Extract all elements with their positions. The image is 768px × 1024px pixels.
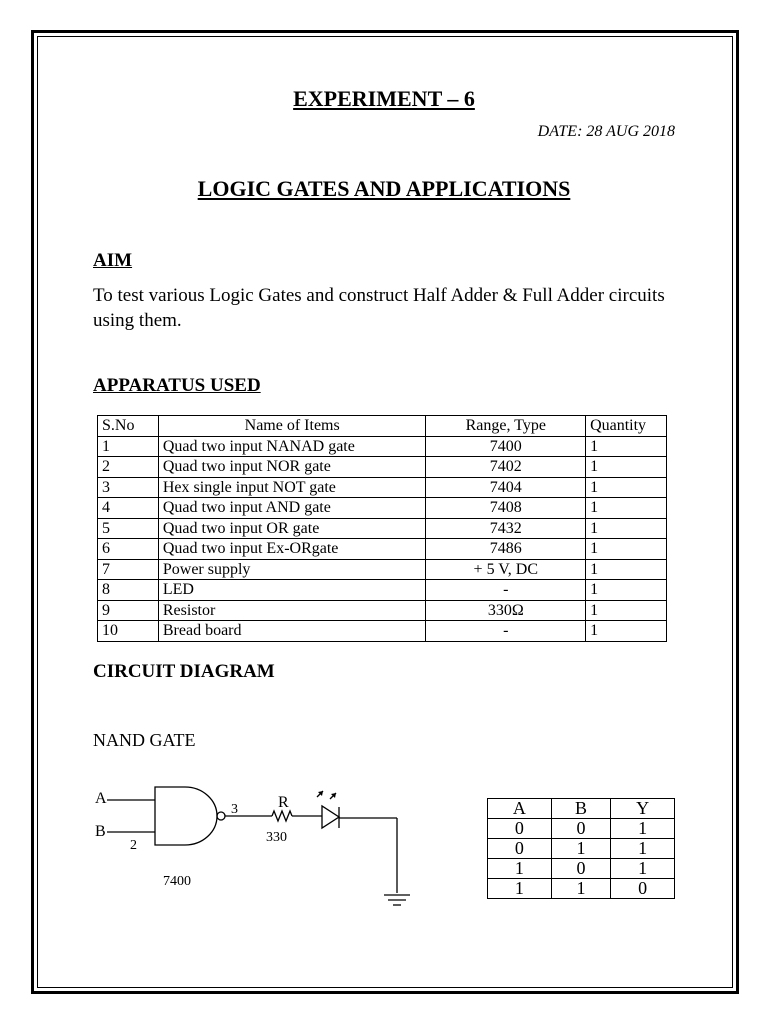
resistor-symbol <box>272 811 292 821</box>
table-cell: Power supply <box>158 559 426 580</box>
table-cell: 1 <box>586 498 667 519</box>
table-cell: 2 <box>98 457 159 478</box>
input-b-label: B <box>95 823 106 840</box>
column-header: A <box>488 799 552 819</box>
table-cell: 0 <box>611 879 675 899</box>
table-cell: 0 <box>551 859 610 879</box>
table-cell: 0 <box>488 839 552 859</box>
table-cell: 7402 <box>426 457 586 478</box>
column-header: S.No <box>98 416 159 437</box>
table-row <box>98 477 667 498</box>
table-cell: 1 <box>488 879 552 899</box>
experiment-title: EXPERIMENT – 6 <box>293 86 475 111</box>
table-cell: 1 <box>586 477 667 498</box>
table-row <box>488 879 675 899</box>
table-row <box>98 436 667 457</box>
table-cell: 1 <box>586 621 667 642</box>
table-cell: 4 <box>98 498 159 519</box>
table-cell: 1 <box>98 436 159 457</box>
pin-out-label: 3 <box>231 802 238 817</box>
table-cell: 7404 <box>426 477 586 498</box>
table-row <box>488 819 675 839</box>
table-cell: 1 <box>586 559 667 580</box>
table-row <box>98 498 667 519</box>
table-cell: Bread board <box>158 621 426 642</box>
column-header: Y <box>611 799 675 819</box>
experiment-date: DATE: 28 AUG 2018 <box>537 123 675 140</box>
table-cell: LED <box>158 580 426 601</box>
table-row <box>488 839 675 859</box>
table-cell: Quad two input NOR gate <box>158 457 426 478</box>
truth-table <box>487 798 675 899</box>
table-cell: 330Ω <box>426 600 586 621</box>
aim-heading: AIM <box>93 250 133 271</box>
table-cell: - <box>426 621 586 642</box>
table-cell: - <box>426 580 586 601</box>
table-row <box>98 621 667 642</box>
table-header-row <box>488 799 675 819</box>
nand-bubble <box>217 812 225 820</box>
table-cell: 7 <box>98 559 159 580</box>
table-row <box>98 600 667 621</box>
circuit-diagram-heading: CIRCUIT DIAGRAM <box>93 661 275 682</box>
ic-label: 7400 <box>163 874 191 889</box>
pin-b-label: 2 <box>130 838 137 853</box>
table-row <box>98 518 667 539</box>
table-row <box>488 859 675 879</box>
resistor-value: 330 <box>266 830 287 845</box>
table-cell: 1 <box>611 839 675 859</box>
apparatus-table <box>97 415 667 642</box>
table-cell: Hex single input NOT gate <box>158 477 426 498</box>
nand-gate-symbol <box>155 787 217 845</box>
input-a-label: A <box>95 790 107 807</box>
table-cell: 10 <box>98 621 159 642</box>
table-cell: 0 <box>488 819 552 839</box>
table-cell: 1 <box>611 819 675 839</box>
table-cell: 7400 <box>426 436 586 457</box>
table-row <box>98 559 667 580</box>
table-cell: Quad two input NANAD gate <box>158 436 426 457</box>
table-row <box>98 457 667 478</box>
table-row <box>98 539 667 560</box>
table-cell: Quad two input OR gate <box>158 518 426 539</box>
column-header: Name of Items <box>158 416 426 437</box>
nand-circuit-diagram <box>85 775 425 925</box>
table-cell: 1 <box>551 879 610 899</box>
table-cell: 7486 <box>426 539 586 560</box>
column-header: Range, Type <box>426 416 586 437</box>
table-cell: 1 <box>586 436 667 457</box>
table-cell: 9 <box>98 600 159 621</box>
aim-text: To test various Logic Gates and construct Half Adder & Full Adder circuits using them. <box>93 285 665 331</box>
table-cell: Quad two input Ex-ORgate <box>158 539 426 560</box>
table-cell: + 5 V, DC <box>426 559 586 580</box>
column-header: B <box>551 799 610 819</box>
table-cell: Resistor <box>158 600 426 621</box>
resistor-label: R <box>278 794 289 811</box>
table-cell: 6 <box>98 539 159 560</box>
table-cell: 1 <box>586 580 667 601</box>
table-row <box>98 580 667 601</box>
table-cell: 1 <box>586 457 667 478</box>
table-cell: 1 <box>586 539 667 560</box>
table-cell: Quad two input AND gate <box>158 498 426 519</box>
apparatus-heading: APPARATUS USED <box>93 375 261 396</box>
table-cell: 1 <box>586 600 667 621</box>
table-cell: 1 <box>611 859 675 879</box>
table-cell: 1 <box>586 518 667 539</box>
table-cell: 1 <box>488 859 552 879</box>
table-cell: 8 <box>98 580 159 601</box>
table-cell: 0 <box>551 819 610 839</box>
table-cell: 1 <box>551 839 610 859</box>
column-header: Quantity <box>586 416 667 437</box>
led-symbol <box>322 806 339 828</box>
nand-gate-label: NAND GATE <box>93 730 196 750</box>
table-cell: 5 <box>98 518 159 539</box>
table-cell: 7432 <box>426 518 586 539</box>
table-header-row <box>98 416 667 437</box>
page-title: LOGIC GATES AND APPLICATIONS <box>197 176 571 201</box>
table-cell: 7408 <box>426 498 586 519</box>
table-cell: 3 <box>98 477 159 498</box>
